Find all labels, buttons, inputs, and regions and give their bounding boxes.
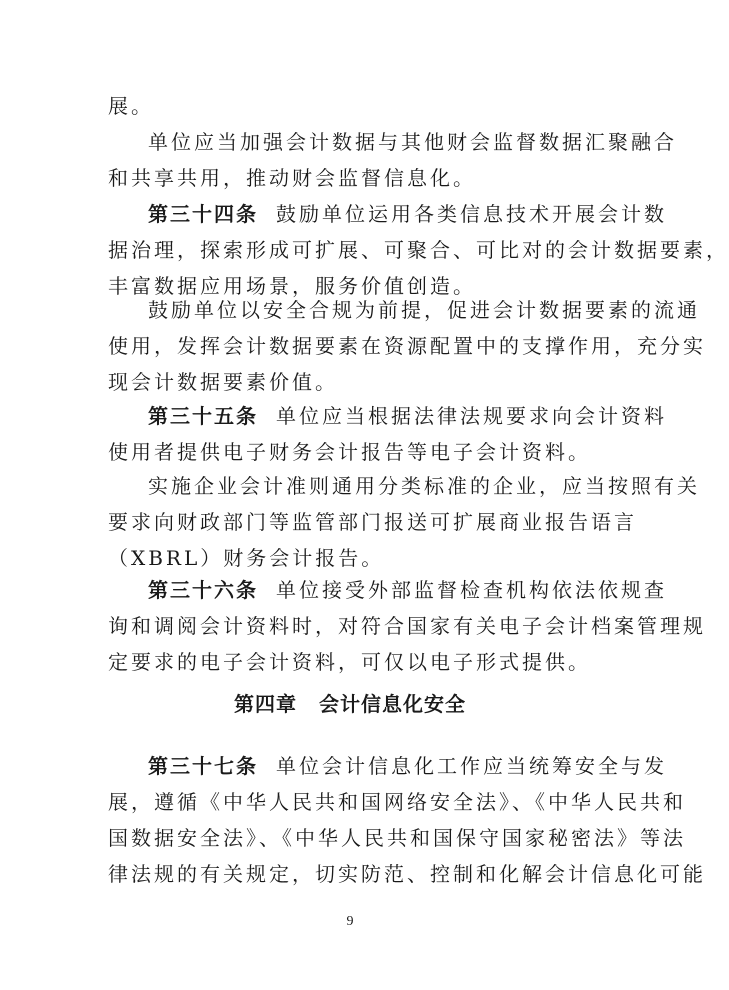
text-line: （XBRL）财务会计报告。 <box>108 546 385 570</box>
text-line: 鼓励单位运用各类信息技术开展会计数 <box>276 202 667 226</box>
text-line: 国数据安全法》、《中华人民共和国保守国家秘密法》等法 <box>108 826 686 850</box>
text-line: 使用，发挥会计数据要素在资源配置中的支撑作用，充分实 <box>108 334 706 358</box>
article-35-title: 第三十五条 <box>148 404 258 428</box>
chapter-heading <box>0 688 700 717</box>
text-line: 要求向财政部门等监管部门报送可扩展商业报告语言 <box>108 510 637 534</box>
text-line: 单位会计信息化工作应当统筹安全与发 <box>276 754 667 778</box>
article-37 <box>108 748 706 892</box>
text-line: 展，遵循《中华人民共和国网络安全法》、《中华人民共和 <box>108 790 686 814</box>
text-line: 展。 <box>108 94 154 118</box>
article-heading-line <box>108 748 667 784</box>
article-34-title: 第三十四条 <box>148 202 258 226</box>
article-34 <box>108 196 729 304</box>
article-heading-line <box>108 572 667 608</box>
text-line: 和共享共用，推动财会监督信息化。 <box>108 166 476 190</box>
text-line: 定要求的电子会计资料，可仅以电子形式提供。 <box>108 650 591 674</box>
text-line: 丰富数据应用场景，服务价值创造。 <box>108 274 476 298</box>
text-line: 实施企业会计准则通用分类标准的企业，应当按照有关 <box>148 474 700 498</box>
chapter-title: 会计信息化安全 <box>319 692 466 716</box>
article-37-title: 第三十七条 <box>148 754 258 778</box>
text-line: 据治理，探索形成可扩展、可聚合、可比对的会计数据要素， <box>108 238 729 262</box>
chapter-number: 第四章 <box>234 692 297 716</box>
text-line: 单位接受外部监督检查机构依法依规查 <box>276 578 667 602</box>
paragraph-continued <box>108 88 604 124</box>
paragraph-financial-supervision <box>108 124 677 196</box>
text-line: 现会计数据要素价值。 <box>108 370 338 394</box>
article-heading-line <box>108 196 667 232</box>
article-heading-line <box>108 398 667 434</box>
text-line: 律法规的有关规定，切实防范、控制和化解会计信息化可能 <box>108 862 706 886</box>
text-line: 鼓励单位以安全合规为前提，促进会计数据要素的流通 <box>148 298 700 322</box>
article-36-title: 第三十六条 <box>148 578 258 602</box>
text-line: 单位应当根据法律法规要求向会计资料 <box>276 404 667 428</box>
page-number: 9 <box>346 914 354 929</box>
text-line: 单位应当加强会计数据与其他财会监督数据汇聚融合 <box>148 130 677 154</box>
article-35 <box>108 398 667 470</box>
paragraph-data-elements <box>108 292 706 400</box>
paragraph-xbrl <box>108 468 700 576</box>
text-line: 询和调阅会计资料时，对符合国家有关电子会计档案管理规 <box>108 614 706 638</box>
text-line: 使用者提供电子财务会计报告等电子会计资料。 <box>108 440 591 464</box>
article-36 <box>108 572 706 680</box>
